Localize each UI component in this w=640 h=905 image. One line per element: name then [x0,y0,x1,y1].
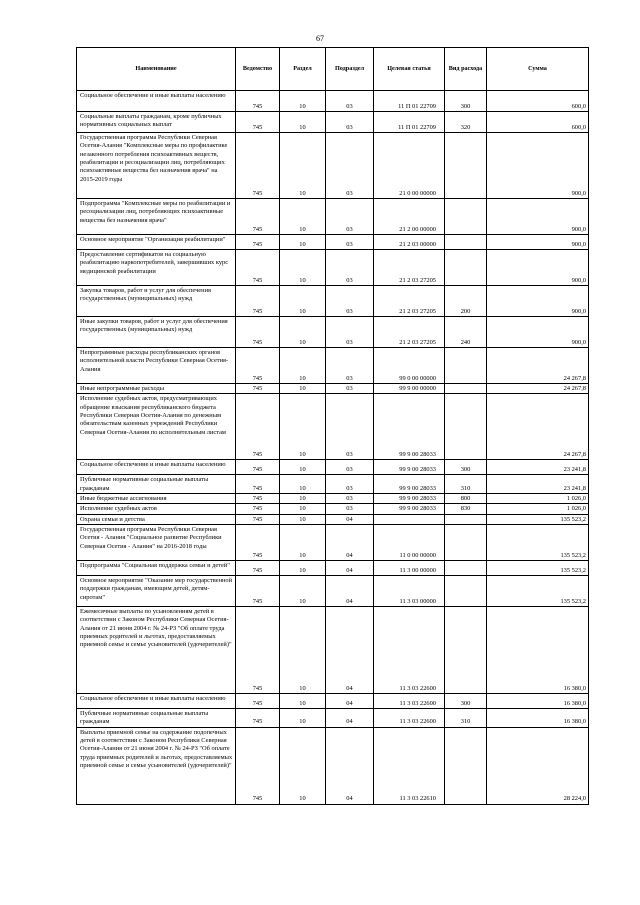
cell-amount: 28 224,0 [487,727,589,804]
table-row [77,727,589,804]
page-number: 67 [316,34,324,43]
cell-target-item: 99 9 00 28033 [374,475,445,494]
header-amount: Сумма [487,48,589,91]
cell-target-item: 99 9 00 28033 [374,394,445,460]
cell-expense-type: 300 [445,460,487,475]
cell-section: 10 [280,286,326,317]
cell-section: 10 [280,460,326,475]
cell-subsection: 03 [326,250,374,286]
cell-expense-type: 300 [445,693,487,708]
table-row [77,235,589,250]
cell-target-item: 21 2 03 00000 [374,235,445,250]
cell-department: 745 [236,112,280,133]
table-row [77,504,589,514]
cell-section: 10 [280,384,326,394]
cell-amount: 900,0 [487,133,589,199]
cell-expense-type: 200 [445,286,487,317]
cell-section: 10 [280,560,326,575]
cell-amount: 135 523,2 [487,524,589,560]
cell-amount: 600,0 [487,91,589,112]
cell-expense-type [445,575,487,606]
cell-target-item [374,514,445,524]
table-row [77,394,589,460]
cell-expense-type: 830 [445,504,487,514]
table-row [77,112,589,133]
cell-department: 745 [236,708,280,727]
cell-department: 745 [236,317,280,348]
cell-name: Выплаты приемной семье на содержание подопечных детей в соответствии с Законом Республики Северная Осетия-Алания от 21 июня 2004 г. № 24-РЗ "Об оплате труда приемных родителей и льготах, предоставляемых приемной семье и семье усыновителей (удочерителей)" [77,727,236,804]
cell-subsection: 03 [326,475,374,494]
cell-subsection: 04 [326,708,374,727]
cell-name: Предоставление сертификатов на социальную реабилитацию наркопотребителей, завершивших курс медицинской реабилитации [77,250,236,286]
cell-name: Социальные выплаты гражданам, кроме публичных нормативных социальных выплат [77,112,236,133]
cell-department: 745 [236,560,280,575]
cell-expense-type [445,524,487,560]
cell-target-item: 99 9 00 28033 [374,493,445,503]
cell-amount: 24 267,8 [487,394,589,460]
cell-section: 10 [280,708,326,727]
cell-amount: 900,0 [487,199,589,235]
cell-name: Основное мероприятие "Организация реабилитации" [77,235,236,250]
cell-target-item: 99 9 00 28033 [374,504,445,514]
table-row [77,348,589,384]
table-row [77,524,589,560]
table-row [77,575,589,606]
cell-department: 745 [236,514,280,524]
cell-name: Публичные нормативные социальные выплаты гражданам [77,708,236,727]
cell-target-item: 99 0 00 00000 [374,348,445,384]
table-row [77,693,589,708]
cell-subsection: 03 [326,348,374,384]
cell-amount: 135 523,2 [487,575,589,606]
cell-name: Иные непрограммные расходы [77,384,236,394]
cell-amount: 16 380,0 [487,606,589,693]
cell-amount: 900,0 [487,250,589,286]
cell-name: Государственная программа Республики Северная Осетия - Алания "Социальное развитие Республики Северная Осетия - Алания" на 2016-2018 годы [77,524,236,560]
cell-section: 10 [280,606,326,693]
cell-expense-type [445,727,487,804]
cell-department: 745 [236,693,280,708]
cell-subsection: 04 [326,727,374,804]
cell-amount: 24 267,8 [487,384,589,394]
cell-name: Подпрограмма "Социальная поддержка семьи и детей" [77,560,236,575]
cell-expense-type: 310 [445,708,487,727]
cell-section: 10 [280,394,326,460]
cell-name: Ежемесячные выплаты по усыновлениям детей в соответствии с Законом Республики Северная Осетия-Алания от 21 июня 2004 г. № 24-РЗ "Об оплате труда приемных родителей и льготах, предоставляемых приемной семье и семье усыновителей (удочерителей)" [77,606,236,693]
cell-target-item: 11 3 03 22610 [374,727,445,804]
cell-department: 745 [236,235,280,250]
table-row [77,384,589,394]
cell-subsection: 04 [326,514,374,524]
cell-expense-type [445,199,487,235]
cell-section: 10 [280,235,326,250]
cell-section: 10 [280,91,326,112]
cell-target-item: 99 9 00 28033 [374,460,445,475]
header-subsection: Подраздел [326,48,374,91]
cell-expense-type [445,235,487,250]
cell-name: Основное мероприятие "Оказание мер государственной поддержки гражданам, имеющим детей, детям-сиротам" [77,575,236,606]
cell-department: 745 [236,475,280,494]
cell-amount: 23 241,8 [487,475,589,494]
budget-table [76,47,589,805]
cell-expense-type [445,384,487,394]
cell-target-item: 11 3 03 22600 [374,693,445,708]
cell-amount: 23 241,8 [487,460,589,475]
cell-name: Непрограммные расходы республиканских органов исполнительной власти Республики Северная Осетия-Алания [77,348,236,384]
cell-target-item: 11 П 01 22709 [374,112,445,133]
cell-section: 10 [280,693,326,708]
cell-section: 10 [280,524,326,560]
cell-name: Иные закупки товаров, работ и услуг для обеспечения государственных (муниципальных) нужд [77,317,236,348]
cell-subsection: 03 [326,504,374,514]
cell-department: 745 [236,524,280,560]
cell-target-item: 11 П 01 22709 [374,91,445,112]
cell-name: Подпрограмма "Комплексные меры по реабилитации и ресоциализации лиц, потребляющих психоактивные вещества без назначения врача" [77,199,236,235]
cell-expense-type [445,394,487,460]
table-row [77,514,589,524]
cell-subsection: 03 [326,199,374,235]
table-row [77,708,589,727]
cell-name: Социальное обеспечение и иные выплаты населению [77,460,236,475]
table-header-row [77,48,589,91]
cell-subsection: 03 [326,394,374,460]
table-row [77,286,589,317]
cell-section: 10 [280,727,326,804]
cell-subsection: 03 [326,460,374,475]
table-row [77,606,589,693]
table-row [77,133,589,199]
header-target-item: Целевая статья [374,48,445,91]
cell-subsection: 03 [326,112,374,133]
cell-subsection: 04 [326,575,374,606]
cell-amount: 135 523,2 [487,560,589,575]
cell-amount: 900,0 [487,286,589,317]
cell-amount: 1 026,0 [487,504,589,514]
cell-subsection: 03 [326,235,374,250]
cell-subsection: 04 [326,524,374,560]
cell-name: Закупка товаров, работ и услуг для обеспечения государственных (муниципальных) нужд [77,286,236,317]
cell-name: Публичные нормативные социальные выплаты гражданам [77,475,236,494]
cell-expense-type [445,606,487,693]
cell-name: Социальное обеспечение и иные выплаты населению [77,91,236,112]
header-department: Ведомство [236,48,280,91]
cell-expense-type [445,348,487,384]
cell-section: 10 [280,199,326,235]
header-expense-type: Вид расхода [445,48,487,91]
table-row [77,475,589,494]
header-name: Наименование [77,48,236,91]
cell-department: 745 [236,504,280,514]
cell-department: 745 [236,727,280,804]
cell-target-item: 11 3 03 22600 [374,606,445,693]
cell-name: Социальное обеспечение и иные выплаты населению [77,693,236,708]
cell-target-item: 21 2 00 00000 [374,199,445,235]
cell-amount: 900,0 [487,317,589,348]
cell-expense-type: 300 [445,91,487,112]
cell-department: 745 [236,133,280,199]
cell-department: 745 [236,460,280,475]
cell-expense-type [445,250,487,286]
cell-department: 745 [236,394,280,460]
table-row [77,250,589,286]
cell-amount: 600,0 [487,112,589,133]
cell-name: Исполнение судебных актов, предусматривающих обращение взыскания республиканского бюджета Республики Северная Осетия-Алания по денежным обязательствам казенных учреждений Республики Северная Осетия-Алания по исполнительным листам [77,394,236,460]
cell-amount: 16 380,0 [487,693,589,708]
cell-expense-type: 310 [445,475,487,494]
cell-expense-type: 240 [445,317,487,348]
cell-target-item: 11 3 00 00000 [374,560,445,575]
cell-name: Государственная программа Республики Северная Осетия-Алания "Комплексные меры по профилактике незаконного потребления психоактивных веществ, реабилитации и ресоциализации лиц, потребляющих психоактивные вещества без назначения врача" на 2015-2019 годы [77,133,236,199]
cell-name: Исполнение судебных актов [77,504,236,514]
cell-section: 10 [280,504,326,514]
cell-target-item: 21 2 03 27205 [374,286,445,317]
cell-target-item: 21 2 03 27205 [374,317,445,348]
cell-section: 10 [280,348,326,384]
table-row [77,560,589,575]
cell-section: 10 [280,493,326,503]
cell-section: 10 [280,317,326,348]
table-body [77,91,589,805]
cell-subsection: 04 [326,693,374,708]
cell-expense-type [445,514,487,524]
cell-expense-type: 320 [445,112,487,133]
table-row [77,199,589,235]
cell-target-item: 11 3 03 22600 [374,708,445,727]
cell-subsection: 04 [326,606,374,693]
cell-department: 745 [236,250,280,286]
cell-name: Иные бюджетные ассигнования [77,493,236,503]
table-row [77,91,589,112]
cell-target-item: 11 0 00 00000 [374,524,445,560]
cell-department: 745 [236,348,280,384]
cell-subsection: 03 [326,91,374,112]
cell-target-item: 21 0 00 00000 [374,133,445,199]
cell-section: 10 [280,514,326,524]
cell-target-item: 99 9 00 00000 [374,384,445,394]
cell-amount: 135 523,2 [487,514,589,524]
cell-expense-type: 800 [445,493,487,503]
cell-amount: 24 267,8 [487,348,589,384]
cell-target-item: 11 3 03 00000 [374,575,445,606]
cell-subsection: 03 [326,384,374,394]
cell-section: 10 [280,475,326,494]
table-row [77,317,589,348]
cell-department: 745 [236,575,280,606]
cell-department: 745 [236,91,280,112]
cell-department: 745 [236,384,280,394]
cell-section: 10 [280,575,326,606]
table-row [77,460,589,475]
cell-department: 745 [236,493,280,503]
cell-subsection: 03 [326,133,374,199]
header-section: Раздел [280,48,326,91]
cell-subsection: 03 [326,493,374,503]
cell-subsection: 03 [326,317,374,348]
cell-section: 10 [280,133,326,199]
cell-section: 10 [280,250,326,286]
cell-name: Охрана семьи и детства [77,514,236,524]
cell-target-item: 21 2 03 27205 [374,250,445,286]
table-row [77,493,589,503]
cell-expense-type [445,560,487,575]
cell-amount: 900,0 [487,235,589,250]
cell-expense-type [445,133,487,199]
cell-amount: 1 026,0 [487,493,589,503]
cell-amount: 16 380,0 [487,708,589,727]
cell-subsection: 04 [326,560,374,575]
cell-section: 10 [280,112,326,133]
cell-department: 745 [236,286,280,317]
cell-department: 745 [236,199,280,235]
cell-department: 745 [236,606,280,693]
cell-subsection: 03 [326,286,374,317]
